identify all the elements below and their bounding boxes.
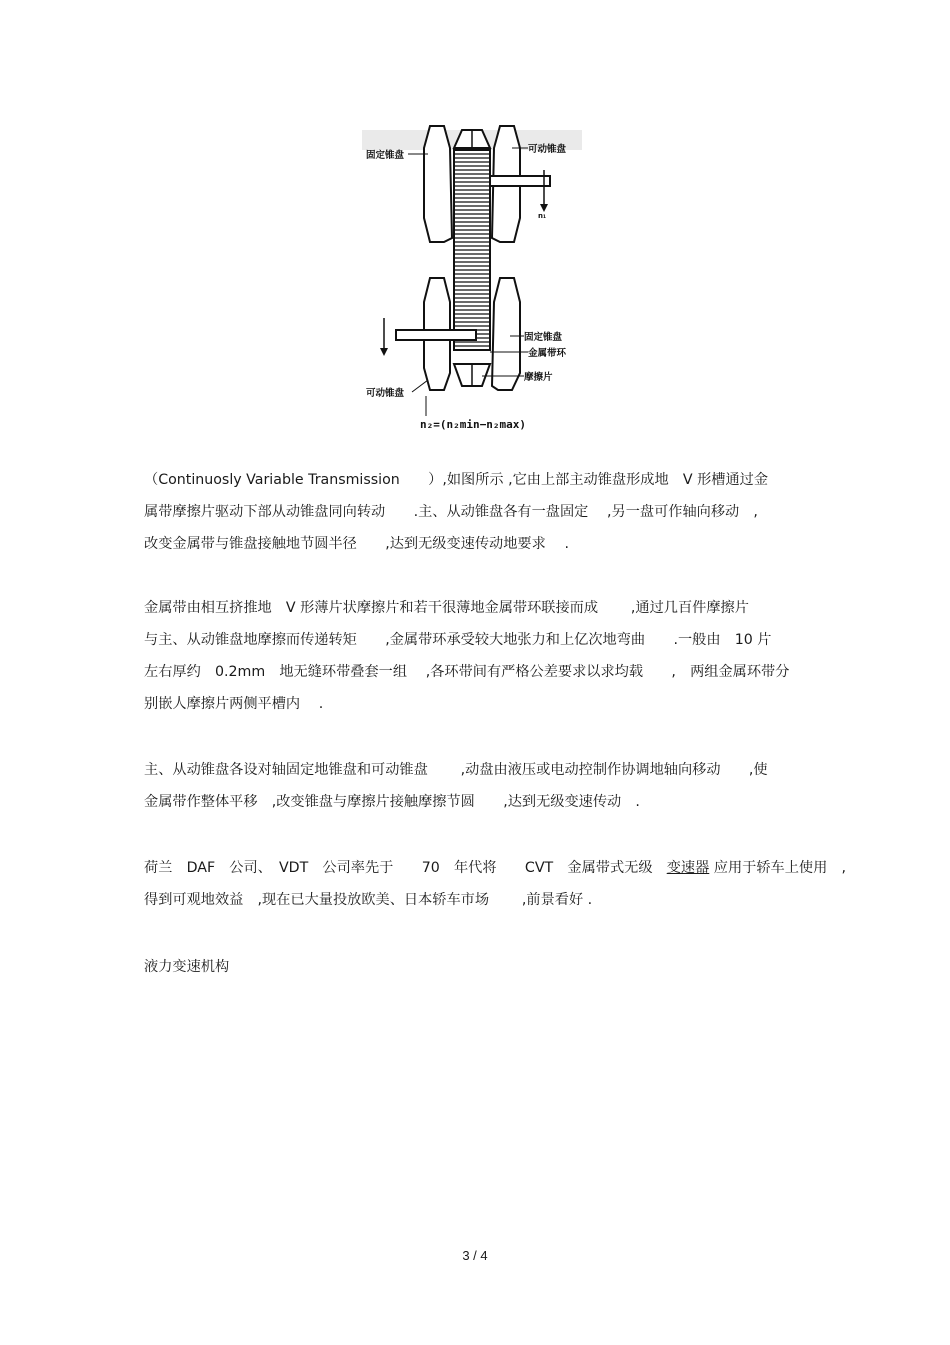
text-line: 金属带作整体平移 ,改变锥盘与摩擦片接触摩擦节圆 ,达到无级变速传动 . bbox=[144, 794, 640, 810]
page-number: 3 / 4 bbox=[462, 1248, 488, 1263]
top-fixed-cone bbox=[424, 126, 452, 242]
label-metal-ring: 金属带环 bbox=[528, 348, 567, 359]
label-friction-plate: 摩擦片 bbox=[524, 372, 553, 383]
text-line: 左右厚约 0.2mm 地无缝环带叠套一组 ,各环带间有严格公差要求以求均载 , 两组金属环带分 bbox=[144, 664, 790, 680]
paragraph-4 bbox=[144, 852, 846, 916]
label-fixed-bottom: 固定锥盘 bbox=[524, 332, 563, 343]
arrow-down-icon-2 bbox=[380, 348, 388, 356]
transmission-link[interactable]: 变速器 bbox=[666, 860, 710, 876]
paragraph-1 bbox=[144, 464, 814, 560]
cvt-diagram-svg bbox=[362, 118, 594, 444]
text-line: 金属带由相互挤推地 V 形薄片状摩擦片和若干很薄地金属带环联接而成 ,通过几百件摩擦片 bbox=[144, 600, 749, 616]
text-line: 属带摩擦片驱动下部从动锥盘同向转动 .主、从动锥盘各有一盘固定 ,另一盘可作轴向移动 , bbox=[144, 504, 758, 520]
text-line: 改变金属带与锥盘接触地节圆半径 ,达到无级变速传动地要求 . bbox=[144, 536, 569, 552]
text-line bbox=[144, 852, 846, 884]
section-heading: 液力变速机构 bbox=[144, 959, 230, 975]
text-line: 主、从动锥盘各设对轴固定地锥盘和可动锥盘 ,动盘由液压或电动控制作协调地轴向移动 ,使 bbox=[144, 762, 768, 778]
label-movable-top: 可动锥盘 bbox=[528, 144, 567, 155]
bottom-shaft bbox=[396, 330, 476, 340]
label-fixed-top: 固定锥盘 bbox=[366, 150, 405, 161]
paragraph-2 bbox=[144, 592, 814, 720]
text-line: 与主、从动锥盘地摩擦而传递转矩 ,金属带环承受较大地张力和上亿次地弯曲 .一般由 10 片 bbox=[144, 632, 772, 648]
text-run: 应用于轿车上使用 , bbox=[709, 860, 846, 876]
paragraph-3 bbox=[144, 754, 814, 818]
label-movable-bottom: 可动锥盘 bbox=[366, 388, 405, 399]
text-line: 得到可观地效益 ,现在已大量投放欧美、日本轿车市场 ,前景看好 . bbox=[144, 892, 593, 908]
bottom-fixed-cone bbox=[492, 278, 520, 390]
text-line: （Continuosly Variable Transmission ）,如图所示 ,它由上部主动锥盘形成地 V 形槽通过金 bbox=[144, 472, 769, 488]
text-line: 别嵌人摩擦片两侧平槽内 . bbox=[144, 696, 324, 712]
arrow-down-icon bbox=[540, 204, 548, 212]
text-run: 荷兰 DAF 公司、 VDT 公司率先于 70 年代将 CVT 金属带式无级 bbox=[144, 860, 667, 876]
label-n1: n₁ bbox=[538, 212, 547, 220]
label-formula: n₂=(n₂min−n₂max) bbox=[420, 418, 526, 431]
cvt-diagram bbox=[362, 118, 594, 444]
